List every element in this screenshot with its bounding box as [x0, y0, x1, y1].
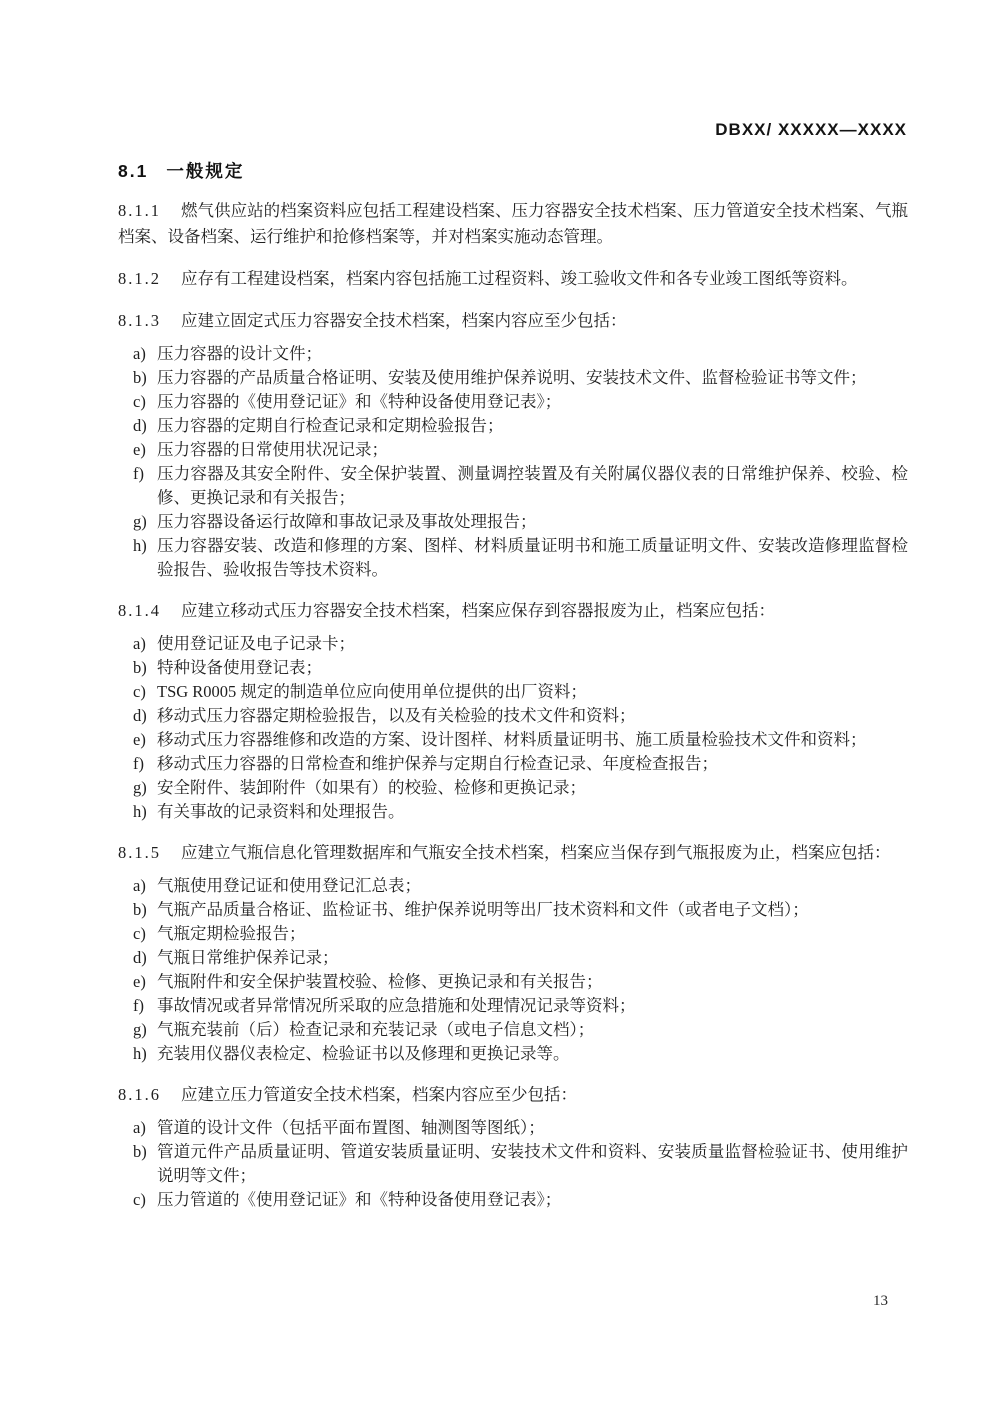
item-text: 压力容器及其安全附件、安全保护装置、测量调控装置及有关附属仪器仪表的日常维护保养、校验、检修、更换记录和有关报告；	[157, 464, 908, 507]
page-number: 13	[873, 1293, 888, 1309]
item-label: a)	[133, 876, 146, 895]
item-label: d)	[133, 416, 147, 435]
list-item	[118, 800, 908, 824]
item-label: g)	[133, 778, 147, 797]
list-item	[118, 366, 908, 390]
clause	[118, 598, 908, 824]
item-text: 压力容器的设计文件；	[157, 344, 322, 363]
item-text: 压力容器的产品质量合格证明、安装及使用维护保养说明、安装技术文件、监督检验证书等文件；	[157, 368, 867, 387]
item-text: 事故情况或者异常情况所采取的应急措施和处理情况记录等资料；	[157, 996, 636, 1015]
item-label: e)	[133, 730, 146, 749]
clause-paragraph	[118, 198, 908, 250]
item-text: 气瓶附件和安全保护装置校验、检修、更换记录和有关报告；	[157, 972, 603, 991]
item-text: 管道元件产品质量证明、管道安装质量证明、安装技术文件和资料、安装质量监督检验证书、使用维护说明等文件；	[157, 1142, 908, 1185]
item-text: 使用登记证及电子记录卡；	[157, 634, 355, 653]
item-label: b)	[133, 368, 147, 387]
item-label: b)	[133, 1142, 147, 1161]
item-label: d)	[133, 706, 147, 725]
item-label: b)	[133, 900, 147, 919]
clause-text: 应建立固定式压力容器安全技术档案，档案内容应至少包括：	[181, 311, 627, 330]
item-label: b)	[133, 658, 147, 677]
list-item	[118, 922, 908, 946]
item-text: 移动式压力容器定期检验报告，以及有关检验的技术文件和资料；	[157, 706, 636, 725]
item-label: a)	[133, 634, 146, 653]
item-text: 移动式压力容器的日常检查和维护保养与定期自行检查记录、年度检查报告；	[157, 754, 718, 773]
list-item	[118, 656, 908, 680]
item-label: e)	[133, 440, 146, 459]
item-label: f)	[133, 464, 144, 483]
clause	[118, 266, 908, 292]
list-item	[118, 390, 908, 414]
item-label: c)	[133, 682, 146, 701]
item-label: d)	[133, 948, 147, 967]
clause-text: 应存有工程建设档案，档案内容包括施工过程资料、竣工验收文件和各专业竣工图纸等资料。	[181, 269, 858, 288]
item-text: 压力容器安装、改造和修理的方案、图样、材料质量证明书和施工质量证明文件、安装改造修理监督检验报告、验收报告等技术资料。	[157, 536, 908, 579]
item-label: c)	[133, 392, 146, 411]
list-item	[118, 776, 908, 800]
list-item	[118, 994, 908, 1018]
list-item	[118, 680, 908, 704]
list-item	[118, 704, 908, 728]
clause-number: 8.1.1	[118, 201, 161, 220]
clause-paragraph	[118, 598, 908, 624]
clause-text: 应建立压力管道安全技术档案，档案内容应至少包括：	[181, 1085, 577, 1104]
clause-number: 8.1.2	[118, 269, 161, 288]
item-label: h)	[133, 536, 147, 555]
list-item	[118, 462, 908, 510]
clause-text: 应建立移动式压力容器安全技术档案，档案应保存到容器报废为止，档案应包括：	[181, 601, 775, 620]
section-title: 一般规定	[166, 161, 245, 181]
clause-number: 8.1.3	[118, 311, 161, 330]
item-text: 压力容器设备运行故障和事故记录及事故处理报告；	[157, 512, 537, 531]
item-label: e)	[133, 972, 146, 991]
clause-number: 8.1.6	[118, 1085, 161, 1104]
list-item	[118, 728, 908, 752]
clause-items	[118, 1116, 908, 1212]
item-text: 安全附件、装卸附件（如果有）的校验、检修和更换记录；	[157, 778, 586, 797]
clause-items	[118, 874, 908, 1066]
clause-text: 燃气供应站的档案资料应包括工程建设档案、压力容器安全技术档案、压力管道安全技术档案、气瓶档案、设备档案、运行维护和抢修档案等，并对档案实施动态管理。	[118, 201, 908, 246]
clause	[118, 840, 908, 1066]
list-item	[118, 534, 908, 582]
clause-paragraph	[118, 840, 908, 866]
item-text: 移动式压力容器维修和改造的方案、设计图样、材料质量证明书、施工质量检验技术文件和资料；	[157, 730, 867, 749]
clause	[118, 1082, 908, 1212]
list-item	[118, 946, 908, 970]
document-body	[118, 161, 908, 1212]
clauses	[118, 198, 908, 1212]
item-text: 气瓶定期检验报告；	[157, 924, 306, 943]
item-label: h)	[133, 1044, 147, 1063]
clause-number: 8.1.4	[118, 601, 161, 620]
item-text: TSG R0005 规定的制造单位应向使用单位提供的出厂资料；	[157, 682, 587, 701]
item-text: 有关事故的记录资料和处理报告。	[157, 802, 405, 821]
list-item	[118, 874, 908, 898]
item-label: g)	[133, 1020, 147, 1039]
list-item	[118, 632, 908, 656]
clause	[118, 308, 908, 582]
list-item	[118, 414, 908, 438]
item-text: 压力容器的定期自行检查记录和定期检验报告；	[157, 416, 504, 435]
item-text: 管道的设计文件（包括平面布置图、轴测图等图纸）；	[157, 1118, 545, 1137]
item-text: 气瓶充装前（后）检查记录和充装记录（或电子信息文档）；	[157, 1020, 595, 1039]
list-item	[118, 438, 908, 462]
item-text: 特种设备使用登记表；	[157, 658, 322, 677]
item-label: a)	[133, 1118, 146, 1137]
clause-text: 应建立气瓶信息化管理数据库和气瓶安全技术档案，档案应当保存到气瓶报废为止，档案应包括：	[181, 843, 891, 862]
item-label: a)	[133, 344, 146, 363]
item-text: 气瓶产品质量合格证、监检证书、维护保养说明等出厂技术资料和文件（或者电子文档）；	[157, 900, 809, 919]
item-label: g)	[133, 512, 147, 531]
section-heading	[118, 161, 908, 182]
list-item	[118, 1042, 908, 1066]
standard-code-header: DBXX/ XXXXX—XXXX	[715, 120, 907, 139]
clause-paragraph	[118, 308, 908, 334]
list-item	[118, 970, 908, 994]
section-number: 8.1	[118, 161, 149, 181]
clause-items	[118, 342, 908, 582]
item-label: c)	[133, 1190, 146, 1209]
list-item	[118, 1018, 908, 1042]
clause-paragraph	[118, 266, 908, 292]
clause-items	[118, 632, 908, 824]
list-item	[118, 1188, 908, 1212]
item-label: h)	[133, 802, 147, 821]
item-label: c)	[133, 924, 146, 943]
item-text: 充装用仪器仪表检定、检验证书以及修理和更换记录等。	[157, 1044, 570, 1063]
item-text: 气瓶使用登记证和使用登记汇总表；	[157, 876, 421, 895]
clause-number: 8.1.5	[118, 843, 161, 862]
list-item	[118, 510, 908, 534]
list-item	[118, 752, 908, 776]
item-text: 压力管道的《使用登记证》和《特种设备使用登记表》；	[157, 1190, 562, 1209]
item-text: 气瓶日常维护保养记录；	[157, 948, 339, 967]
item-text: 压力容器的《使用登记证》和《特种设备使用登记表》；	[157, 392, 562, 411]
item-label: f)	[133, 754, 144, 773]
list-item	[118, 1116, 908, 1140]
item-label: f)	[133, 996, 144, 1015]
item-text: 压力容器的日常使用状况记录；	[157, 440, 388, 459]
clause-paragraph	[118, 1082, 908, 1108]
clause	[118, 198, 908, 250]
list-item	[118, 1140, 908, 1188]
list-item	[118, 898, 908, 922]
list-item	[118, 342, 908, 366]
